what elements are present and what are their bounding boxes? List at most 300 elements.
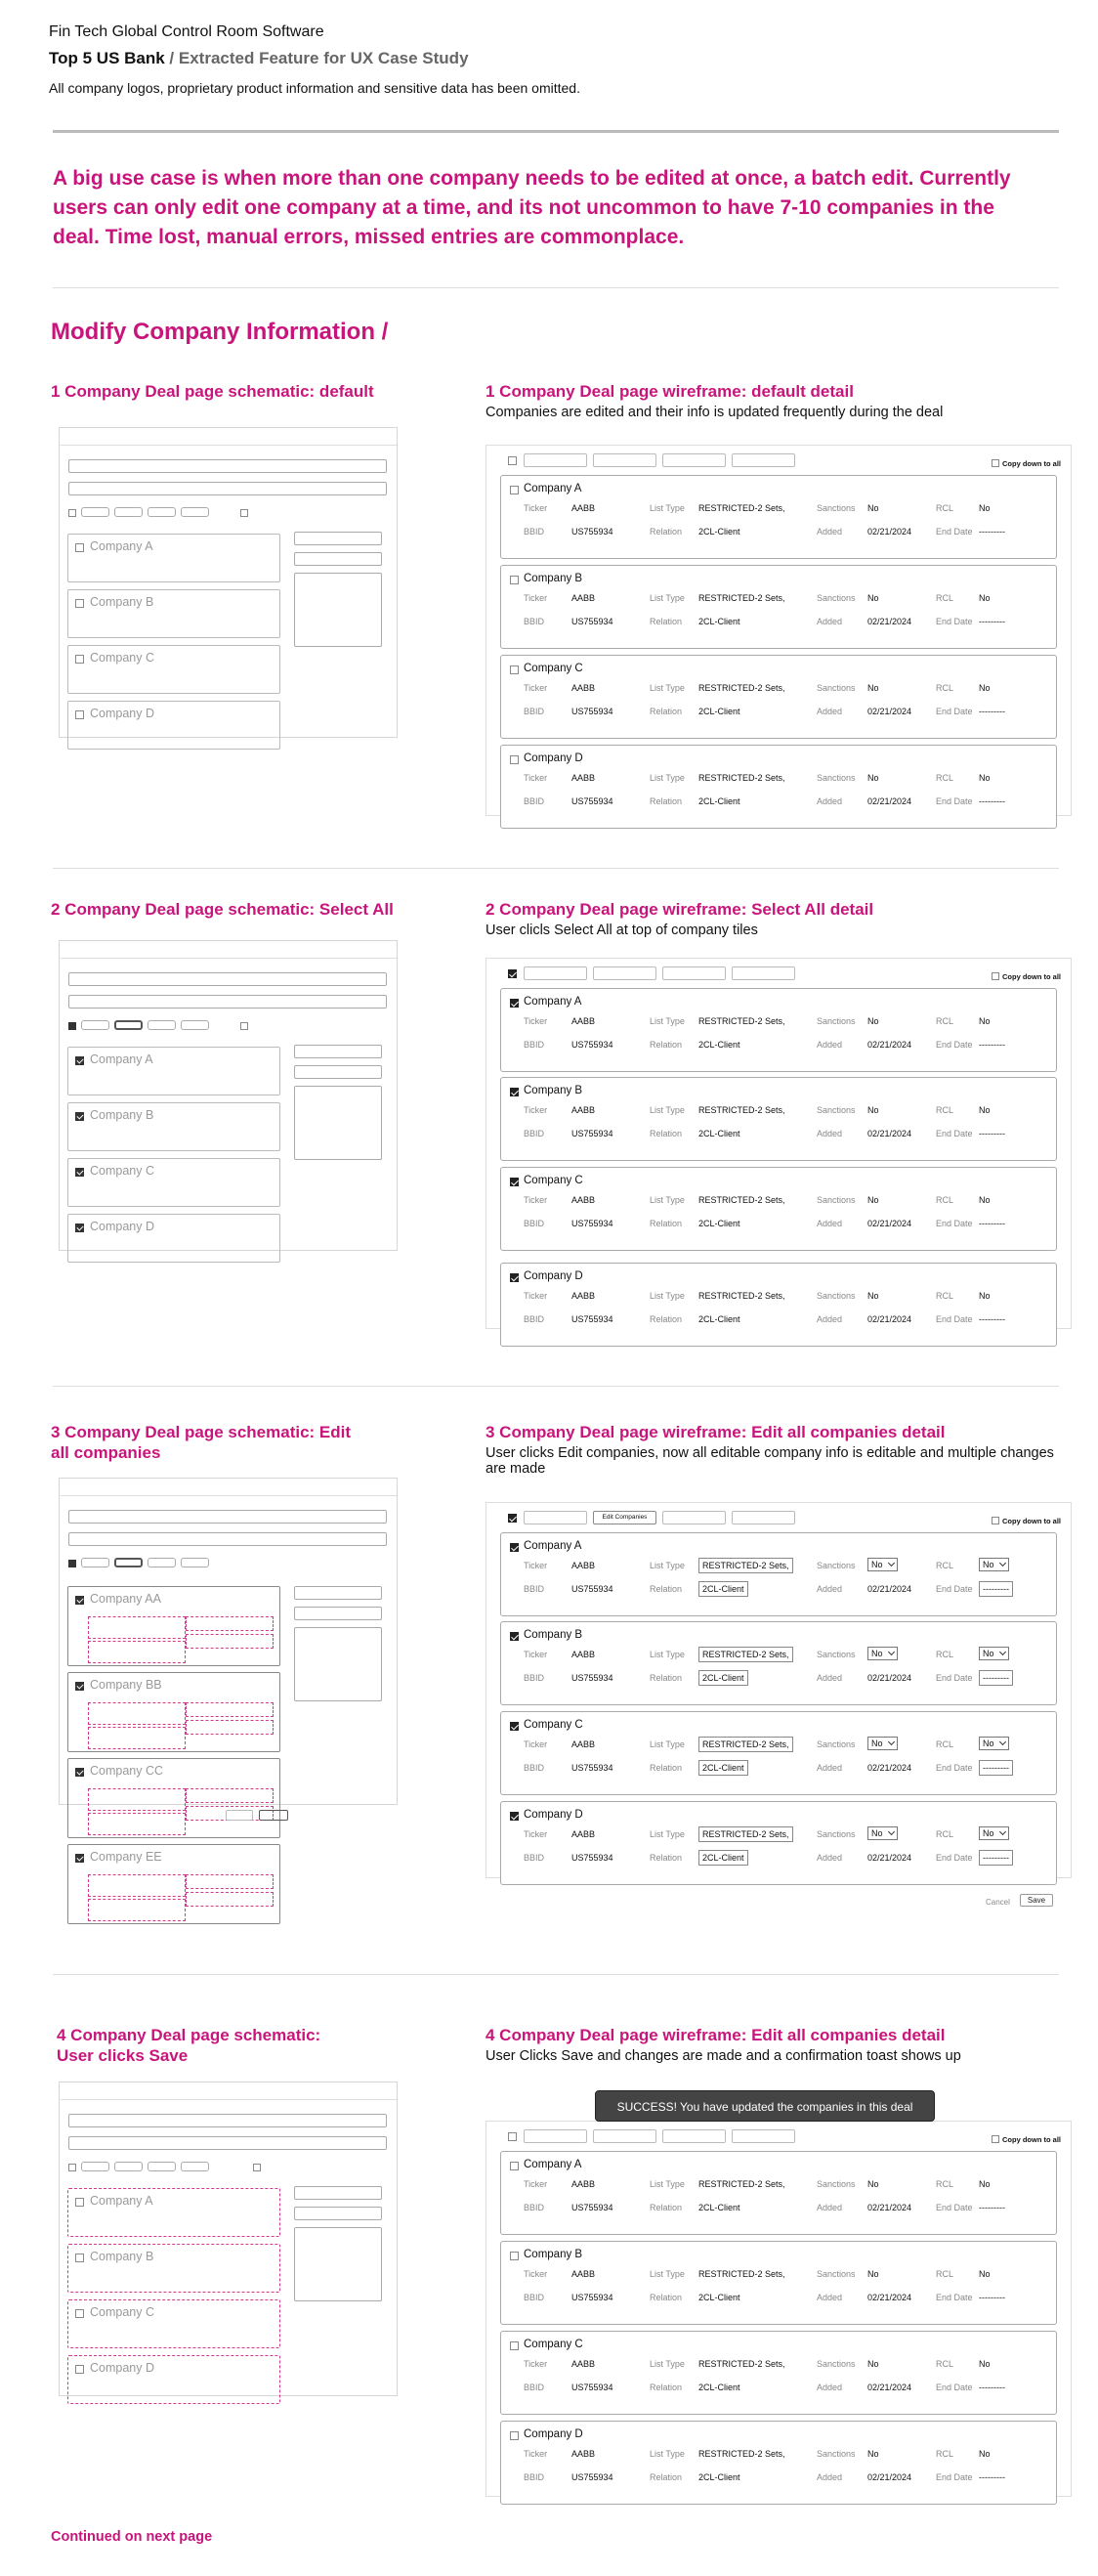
end-date-value[interactable]: ---------: [979, 1670, 1013, 1686]
schematic-tab[interactable]: [148, 507, 176, 517]
sanctions-label: Sanctions: [817, 593, 856, 603]
wireframe-title: 3 Company Deal page wireframe: Edit all companies detail: [486, 1423, 946, 1441]
schematic-checkbox[interactable]: [240, 509, 248, 517]
end-date-label: End Date: [936, 2203, 973, 2212]
company-name: Company C: [524, 1175, 583, 1186]
added-value: 02/21/2024: [867, 2293, 912, 2302]
ticker-value: AABB: [571, 1105, 596, 1115]
ticker-label: Ticker: [524, 1195, 548, 1205]
company-checkbox[interactable]: [510, 665, 519, 674]
company-checkbox[interactable]: [510, 755, 519, 764]
company-tile[interactable]: [67, 2188, 280, 2237]
added-label: Added: [817, 1584, 843, 1594]
company-card[interactable]: [500, 2241, 1057, 2325]
rcl-value[interactable]: No: [979, 1826, 1009, 1840]
list-type-value: RESTRICTED-2 Sets,: [698, 1016, 785, 1026]
relation-value[interactable]: 2CL-Client: [698, 1760, 748, 1776]
wireframe-panel: [486, 445, 1072, 816]
wireframe-subtitle: Companies are edited and their info is updated frequently during the deal: [486, 405, 944, 420]
editable-field[interactable]: [186, 1892, 274, 1907]
company-checkbox[interactable]: [510, 1178, 519, 1186]
toolbar-control[interactable]: [732, 966, 795, 980]
company-tile[interactable]: [67, 1102, 280, 1151]
copy-down-checkbox[interactable]: [992, 972, 1061, 981]
copy-down-label: Copy down to all: [1002, 2135, 1061, 2144]
toolbar-control[interactable]: [524, 966, 587, 980]
wireframe-subtitle: User Clicks Save and changes are made and a confirmation toast shows up: [486, 2048, 961, 2064]
tile-checkbox[interactable]: [75, 1596, 84, 1605]
ticker-label: Ticker: [524, 1291, 548, 1301]
toolbar-control[interactable]: [662, 2129, 726, 2143]
schematic-tab[interactable]: [114, 507, 143, 517]
list-type-value[interactable]: RESTRICTED-2 Sets,: [698, 1558, 793, 1573]
intro-text: A big use case is when more than one company needs to be edited at once, a batch edit. Currently users can only edit one company at a time, and its not uncommon to have 7-10 companies in the deal. Time lost, manual errors, missed entries are commonplace.: [53, 167, 1011, 248]
list-type-value[interactable]: RESTRICTED-2 Sets,: [698, 1647, 793, 1662]
rcl-label: RCL: [936, 1016, 954, 1026]
end-date-label: End Date: [936, 1129, 973, 1138]
copy-down-checkbox[interactable]: [992, 459, 1061, 468]
added-label: Added: [817, 617, 843, 626]
toolbar-control[interactable]: [524, 1511, 587, 1524]
relation-value: 2CL-Client: [698, 1040, 740, 1050]
company-checkbox[interactable]: [510, 2341, 519, 2350]
list-type-value: RESTRICTED-2 Sets,: [698, 773, 785, 783]
editable-field[interactable]: [186, 1720, 274, 1735]
tile-checkbox[interactable]: [75, 1854, 84, 1863]
company-checkbox[interactable]: [510, 486, 519, 494]
list-type-label: List Type: [650, 1195, 685, 1205]
end-date-label: End Date: [936, 1314, 973, 1324]
company-name: Company A: [524, 2159, 582, 2170]
end-date-label: End Date: [936, 2293, 973, 2302]
rcl-value[interactable]: No: [979, 1558, 1009, 1571]
ticker-label: Ticker: [524, 1739, 548, 1749]
added-label: Added: [817, 1673, 843, 1683]
save-button[interactable]: Save: [1020, 1894, 1053, 1907]
rcl-value[interactable]: No: [979, 1737, 1009, 1750]
editable-field[interactable]: [88, 1813, 186, 1835]
toolbar-control[interactable]: [732, 1511, 795, 1524]
schematic-checkbox[interactable]: [240, 1022, 248, 1030]
sanctions-value: No: [867, 2359, 879, 2369]
editable-field[interactable]: [88, 1727, 186, 1749]
company-name: Company D: [524, 752, 583, 764]
company-card[interactable]: [500, 1621, 1057, 1705]
end-date-label: End Date: [936, 1853, 973, 1863]
bbid-value: US755934: [571, 2203, 613, 2212]
select-all-checkbox[interactable]: [508, 2132, 517, 2141]
bbid-value: US755934: [571, 1314, 613, 1324]
side-panel: [294, 2227, 382, 2301]
side-field: [294, 2207, 382, 2220]
added-value: 02/21/2024: [867, 617, 912, 626]
relation-label: Relation: [650, 527, 683, 537]
rcl-value: No: [979, 2269, 991, 2279]
list-type-label: List Type: [650, 683, 685, 693]
ticker-value: AABB: [571, 593, 596, 603]
tile-checkbox[interactable]: [75, 655, 84, 664]
tile-checkbox[interactable]: [75, 1056, 84, 1065]
copy-down-checkbox[interactable]: [992, 1517, 1061, 1525]
tile-label: Company BB: [90, 1678, 162, 1692]
added-value: 02/21/2024: [867, 1673, 912, 1683]
editable-field[interactable]: [88, 1874, 186, 1897]
schematic-tab[interactable]: [181, 1020, 209, 1030]
copy-down-label: Copy down to all: [1002, 1517, 1061, 1525]
company-checkbox[interactable]: [510, 1273, 519, 1282]
tile-checkbox[interactable]: [75, 710, 84, 719]
toolbar-control[interactable]: [662, 966, 726, 980]
tile-checkbox[interactable]: [75, 543, 84, 552]
company-checkbox[interactable]: [510, 2431, 519, 2440]
tile-checkbox[interactable]: [75, 2254, 84, 2262]
company-card[interactable]: [500, 2151, 1057, 2235]
company-tile[interactable]: [67, 2355, 280, 2404]
relation-value: 2CL-Client: [698, 2203, 740, 2212]
ticker-label: Ticker: [524, 503, 548, 513]
company-tile[interactable]: [67, 2299, 280, 2348]
added-value: 02/21/2024: [867, 707, 912, 716]
rcl-label: RCL: [936, 1561, 954, 1570]
company-tile[interactable]: [67, 1586, 280, 1666]
bbid-label: BBID: [524, 2293, 545, 2302]
relation-label: Relation: [650, 1584, 683, 1594]
ticker-label: Ticker: [524, 1561, 548, 1570]
sanctions-value[interactable]: No: [867, 1558, 898, 1571]
schematic-field: [68, 972, 387, 986]
company-tile[interactable]: [67, 534, 280, 582]
wireframe-panel: [486, 2121, 1072, 2497]
select-all-checkbox[interactable]: [68, 1560, 76, 1567]
schematic-tab[interactable]: [181, 1558, 209, 1567]
toolbar-control[interactable]: [593, 2129, 656, 2143]
ticker-value: AABB: [571, 1650, 596, 1659]
list-type-label: List Type: [650, 2179, 685, 2189]
schematic-tab[interactable]: [114, 1020, 143, 1030]
relation-value: 2CL-Client: [698, 2383, 740, 2392]
company-checkbox[interactable]: [510, 1543, 519, 1552]
bank-name: Top 5 US Bank: [49, 49, 165, 67]
sanctions-label: Sanctions: [817, 1561, 856, 1570]
company-tile[interactable]: [67, 1214, 280, 1263]
bbid-value: US755934: [571, 1584, 613, 1594]
company-checkbox[interactable]: [510, 576, 519, 584]
schematic-checkbox[interactable]: [253, 2164, 261, 2171]
ticker-label: Ticker: [524, 2449, 548, 2459]
ticker-label: Ticker: [524, 1829, 548, 1839]
end-date-value: ---------: [979, 707, 1005, 716]
rcl-value: No: [979, 683, 991, 693]
list-type-label: List Type: [650, 2449, 685, 2459]
bbid-value: US755934: [571, 2383, 613, 2392]
rcl-value: No: [979, 773, 991, 783]
added-label: Added: [817, 1219, 843, 1228]
ticker-label: Ticker: [524, 2269, 548, 2279]
select-all-checkbox[interactable]: [508, 456, 517, 465]
select-all-checkbox[interactable]: [68, 509, 76, 517]
rcl-value: No: [979, 1291, 991, 1301]
edit-companies-button[interactable]: Edit Companies: [593, 1511, 656, 1524]
select-all-checkbox[interactable]: [68, 2164, 76, 2171]
toolbar-control[interactable]: [662, 453, 726, 467]
ticker-label: Ticker: [524, 2179, 548, 2189]
feature-name: Extracted Feature for UX Case Study: [178, 49, 469, 67]
bbid-label: BBID: [524, 2472, 545, 2482]
rcl-label: RCL: [936, 683, 954, 693]
ticker-label: Ticker: [524, 2359, 548, 2369]
schematic-tab[interactable]: [181, 507, 209, 517]
bbid-label: BBID: [524, 2203, 545, 2212]
schematic-title: 1 Company Deal page schematic: default: [51, 382, 374, 401]
continued-note: Continued on next page: [51, 2529, 213, 2545]
added-value: 02/21/2024: [867, 1040, 912, 1050]
wireframe-subtitle: User clicls Select All at top of company tiles: [486, 923, 758, 938]
editable-field[interactable]: [88, 1788, 186, 1811]
sanctions-value: No: [867, 1016, 879, 1026]
schematic-tab[interactable]: [81, 507, 109, 517]
rcl-label: RCL: [936, 773, 954, 783]
rcl-value: No: [979, 1195, 991, 1205]
company-tile[interactable]: [67, 701, 280, 750]
company-card[interactable]: [500, 1167, 1057, 1251]
company-checkbox[interactable]: [510, 1812, 519, 1821]
editable-field[interactable]: [186, 1616, 274, 1631]
bbid-label: BBID: [524, 1853, 545, 1863]
company-card[interactable]: [500, 745, 1057, 829]
schematic-tab[interactable]: [81, 1020, 109, 1030]
toolbar-control[interactable]: [732, 2129, 795, 2143]
tile-checkbox[interactable]: [75, 2365, 84, 2374]
editable-field[interactable]: [88, 1899, 186, 1921]
added-label: Added: [817, 796, 843, 806]
added-value: 02/21/2024: [867, 1219, 912, 1228]
toolbar-control[interactable]: [524, 2129, 587, 2143]
relation-label: Relation: [650, 2203, 683, 2212]
schematic-tab[interactable]: [148, 1020, 176, 1030]
ticker-value: AABB: [571, 1561, 596, 1570]
tile-label: Company D: [90, 2361, 154, 2375]
company-card[interactable]: [500, 1263, 1057, 1347]
bbid-label: BBID: [524, 1040, 545, 1050]
company-card[interactable]: [500, 475, 1057, 559]
company-checkbox[interactable]: [510, 1088, 519, 1096]
tile-checkbox[interactable]: [75, 1224, 84, 1232]
company-tile[interactable]: [67, 1844, 280, 1924]
company-checkbox[interactable]: [510, 2252, 519, 2260]
ticker-label: Ticker: [524, 1016, 548, 1026]
sanctions-value[interactable]: No: [867, 1737, 898, 1750]
bbid-label: BBID: [524, 2383, 545, 2392]
copy-down-label: Copy down to all: [1002, 972, 1061, 981]
tile-checkbox[interactable]: [75, 1768, 84, 1777]
rcl-value[interactable]: No: [979, 1647, 1009, 1660]
rcl-label: RCL: [936, 1739, 954, 1749]
copy-down-box[interactable]: [992, 2135, 999, 2143]
bbid-value: US755934: [571, 1853, 613, 1863]
toolbar-control[interactable]: [732, 453, 795, 467]
editable-field[interactable]: [88, 1702, 186, 1725]
added-value: 02/21/2024: [867, 527, 912, 537]
end-date-value: ---------: [979, 617, 1005, 626]
copy-down-box[interactable]: [992, 459, 999, 467]
tile-checkbox[interactable]: [75, 1682, 84, 1691]
company-tile[interactable]: [67, 1158, 280, 1207]
company-tile[interactable]: [67, 1047, 280, 1095]
rcl-label: RCL: [936, 1829, 954, 1839]
list-type-value: RESTRICTED-2 Sets,: [698, 2359, 785, 2369]
company-card[interactable]: [500, 2421, 1057, 2505]
bbid-value: US755934: [571, 1219, 613, 1228]
list-type-label: List Type: [650, 1829, 685, 1839]
ticker-value: AABB: [571, 2359, 596, 2369]
end-date-value[interactable]: ---------: [979, 1850, 1013, 1866]
relation-label: Relation: [650, 617, 683, 626]
schematic-header: [60, 2082, 399, 2100]
toolbar-control[interactable]: [662, 1511, 726, 1524]
end-date-value[interactable]: ---------: [979, 1581, 1013, 1597]
page-schematic: [59, 427, 398, 738]
company-card[interactable]: [500, 655, 1057, 739]
added-label: Added: [817, 1040, 843, 1050]
copy-down-box[interactable]: [992, 1517, 999, 1524]
company-card[interactable]: [500, 1077, 1057, 1161]
tile-checkbox[interactable]: [75, 599, 84, 608]
relation-label: Relation: [650, 2472, 683, 2482]
tile-checkbox[interactable]: [75, 2198, 84, 2207]
editable-field[interactable]: [186, 1788, 274, 1803]
sanctions-label: Sanctions: [817, 2449, 856, 2459]
relation-value[interactable]: 2CL-Client: [698, 1581, 748, 1597]
relation-value[interactable]: 2CL-Client: [698, 1670, 748, 1686]
copy-down-box[interactable]: [992, 972, 999, 980]
toolbar-control[interactable]: [593, 453, 656, 467]
company-card[interactable]: [500, 1801, 1057, 1885]
company-name: Company C: [524, 663, 583, 674]
schematic-tab[interactable]: [81, 2162, 109, 2171]
schematic-header: [60, 1479, 399, 1496]
sanctions-label: Sanctions: [817, 773, 856, 783]
company-card[interactable]: [500, 988, 1057, 1072]
rcl-label: RCL: [936, 593, 954, 603]
company-card[interactable]: [500, 565, 1057, 649]
relation-label: Relation: [650, 1219, 683, 1228]
company-checkbox[interactable]: [510, 2162, 519, 2170]
schematic-tab[interactable]: [81, 1558, 109, 1567]
sanctions-value[interactable]: No: [867, 1647, 898, 1660]
end-date-label: End Date: [936, 1219, 973, 1228]
ticker-value: AABB: [571, 683, 596, 693]
relation-value: 2CL-Client: [698, 796, 740, 806]
company-checkbox[interactable]: [510, 1722, 519, 1731]
side-field: [294, 1607, 382, 1620]
company-tile[interactable]: [67, 589, 280, 638]
bbid-label: BBID: [524, 1219, 545, 1228]
bbid-value: US755934: [571, 707, 613, 716]
schematic-tab[interactable]: [114, 2162, 143, 2171]
sanctions-value[interactable]: No: [867, 1826, 898, 1840]
tile-label: Company AA: [90, 1592, 161, 1606]
rcl-label: RCL: [936, 1195, 954, 1205]
tile-checkbox[interactable]: [75, 1112, 84, 1121]
editable-field[interactable]: [88, 1641, 186, 1663]
company-card[interactable]: [500, 2331, 1057, 2415]
wireframe-title: 1 Company Deal page wireframe: default detail: [486, 382, 854, 401]
company-tile[interactable]: [67, 1672, 280, 1752]
editable-field[interactable]: [186, 1634, 274, 1649]
select-all-checkbox[interactable]: [68, 1022, 76, 1030]
rcl-value: No: [979, 2179, 991, 2189]
relation-label: Relation: [650, 1314, 683, 1324]
relation-label: Relation: [650, 1129, 683, 1138]
list-type-label: List Type: [650, 773, 685, 783]
end-date-label: End Date: [936, 1040, 973, 1050]
end-date-value: ---------: [979, 1129, 1005, 1138]
tile-checkbox[interactable]: [75, 1168, 84, 1177]
end-date-value: ---------: [979, 1219, 1005, 1228]
save-button[interactable]: [259, 1810, 288, 1821]
company-checkbox[interactable]: [510, 1632, 519, 1641]
sanctions-label: Sanctions: [817, 1195, 856, 1205]
relation-label: Relation: [650, 2383, 683, 2392]
added-label: Added: [817, 2383, 843, 2392]
side-field: [294, 552, 382, 566]
sanctions-value: No: [867, 773, 879, 783]
divider: [53, 1974, 1059, 1975]
select-all-checkbox[interactable]: [508, 969, 517, 978]
company-tile[interactable]: [67, 645, 280, 694]
list-type-label: List Type: [650, 593, 685, 603]
schematic-tab[interactable]: [148, 2162, 176, 2171]
list-type-value[interactable]: RESTRICTED-2 Sets,: [698, 1737, 793, 1752]
company-tile[interactable]: [67, 2244, 280, 2293]
ticker-value: AABB: [571, 503, 596, 513]
relation-label: Relation: [650, 707, 683, 716]
toolbar-control[interactable]: [593, 966, 656, 980]
toolbar-control[interactable]: [524, 453, 587, 467]
editable-field[interactable]: [88, 1616, 186, 1639]
schematic-tab[interactable]: [148, 1558, 176, 1567]
list-type-value[interactable]: RESTRICTED-2 Sets,: [698, 1826, 793, 1842]
cancel-button[interactable]: [226, 1810, 253, 1821]
select-all-checkbox[interactable]: [508, 1514, 517, 1523]
schematic-tab[interactable]: [181, 2162, 209, 2171]
end-date-value[interactable]: ---------: [979, 1760, 1013, 1776]
company-name: Company D: [524, 1270, 583, 1282]
side-field: [294, 2186, 382, 2200]
company-name: Company A: [524, 1540, 582, 1552]
rcl-value: No: [979, 1105, 991, 1115]
ticker-value: AABB: [571, 1291, 596, 1301]
tile-checkbox[interactable]: [75, 2309, 84, 2318]
rcl-value: No: [979, 503, 991, 513]
editable-field[interactable]: [186, 1702, 274, 1717]
end-date-label: End Date: [936, 617, 973, 626]
bbid-label: BBID: [524, 707, 545, 716]
cancel-button[interactable]: Cancel: [986, 1898, 1010, 1907]
company-tile[interactable]: [67, 1758, 280, 1838]
page-schematic: [59, 2082, 398, 2396]
list-type-value: RESTRICTED-2 Sets,: [698, 503, 785, 513]
list-type-label: List Type: [650, 1650, 685, 1659]
company-card[interactable]: [500, 1711, 1057, 1795]
schematic-tab[interactable]: [114, 1558, 143, 1567]
copy-down-checkbox[interactable]: [992, 2135, 1061, 2144]
company-card[interactable]: [500, 1532, 1057, 1616]
sanctions-label: Sanctions: [817, 2179, 856, 2189]
relation-value[interactable]: 2CL-Client: [698, 1850, 748, 1866]
company-checkbox[interactable]: [510, 999, 519, 1008]
editable-field[interactable]: [186, 1874, 274, 1889]
